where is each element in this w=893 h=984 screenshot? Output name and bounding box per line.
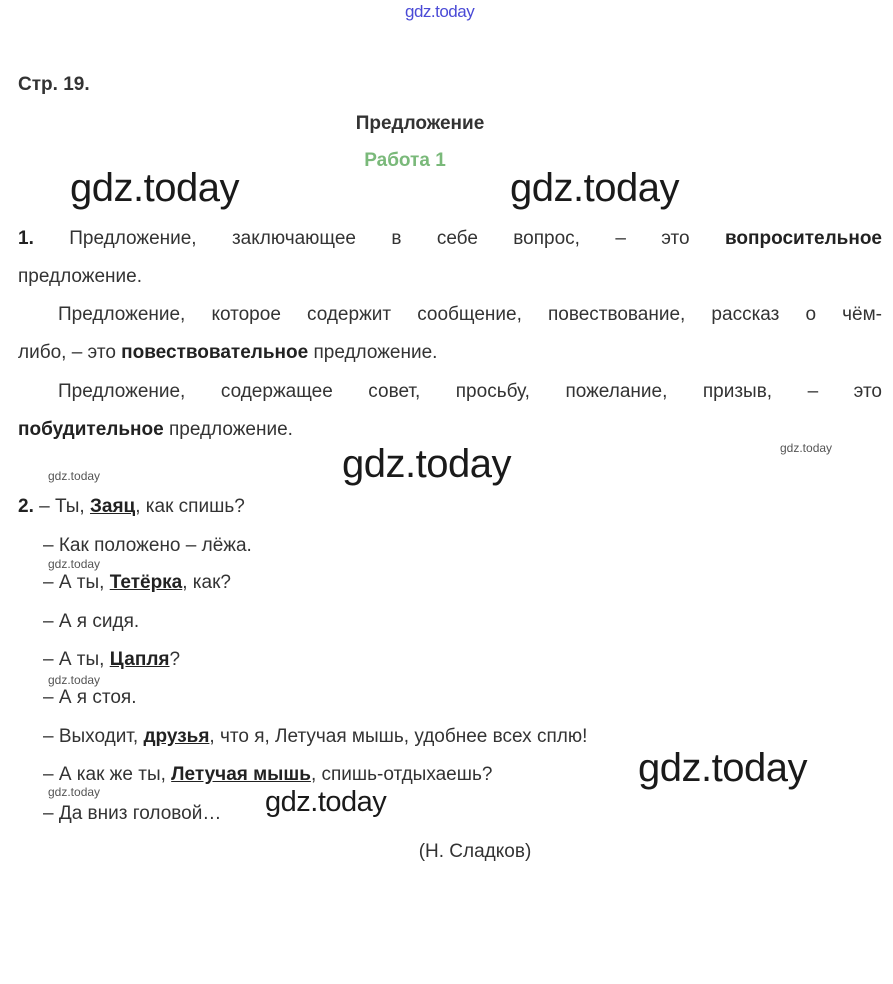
task1-p1-text: Предложение, заключающее в себе вопрос, – это — [69, 228, 690, 249]
watermark-small: gdz.today — [48, 469, 101, 483]
addressee-word: Тетёрка — [109, 572, 183, 593]
task1-p3-line1: Предложение, содержащее совет, просьбу, пожелание, призыв, – это — [58, 381, 882, 402]
task1-p1-term: вопросительное — [725, 228, 882, 249]
task1-p2-term: повествовательное — [121, 342, 309, 363]
watermark: gdz.today — [510, 166, 679, 210]
dialogue-line-7 — [43, 726, 587, 748]
task1-number: 1. — [18, 228, 34, 249]
line-text: – Выходит, — [43, 726, 139, 747]
task1-paragraph3 — [18, 373, 882, 449]
dialogue-line-4: – А я сидя. — [43, 611, 140, 632]
page-subtitle: Работа 1 — [364, 150, 446, 171]
watermark: gdz.today — [70, 166, 239, 210]
addressee-word: друзья — [143, 726, 210, 747]
watermark-small: gdz.today — [48, 557, 101, 571]
watermark-small: gdz.today — [48, 673, 101, 687]
dialogue-line-5 — [43, 649, 180, 671]
dialogue-line-9: – Да вниз головой… — [43, 803, 222, 824]
author-credit: (Н. Сладков) — [418, 841, 532, 862]
task1-p3-term: побудительное — [18, 419, 164, 440]
dialogue-line-2: – Как положено – лёжа. — [43, 535, 252, 556]
line-text: , что я, Летучая мышь, удобнее всех сплю! — [209, 726, 588, 747]
watermark: gdz.today — [638, 746, 807, 790]
task1-p2-start: либо, – это — [18, 342, 116, 363]
line-text: , как? — [182, 572, 231, 593]
task1-p2-line1: Предложение, которое содержит сообщение, повествование, рассказ о чём- — [58, 304, 882, 325]
task1-p2-end: предложение. — [313, 342, 438, 363]
task1-paragraph2 — [18, 296, 882, 372]
task2-number: 2. — [18, 496, 34, 517]
line-text: , как спишь? — [135, 496, 245, 517]
watermark: gdz.today — [342, 442, 511, 486]
dialogue-line-6: – А я стоя. — [43, 687, 137, 708]
dialogue-line-1 — [18, 496, 245, 518]
line-text: – А как же ты, — [43, 764, 166, 785]
line-text: ? — [169, 649, 181, 670]
page-number: Стр. 19. — [18, 74, 90, 95]
line-text: – А ты, — [43, 572, 105, 593]
watermark: gdz.today — [265, 786, 387, 818]
site-header-link[interactable]: gdz.today — [405, 2, 475, 21]
line-text: , спишь-отдыхаешь? — [310, 764, 493, 785]
page-title: Предложение — [355, 113, 485, 134]
dialogue-line-3 — [43, 572, 231, 594]
line-text: – А ты, — [43, 649, 105, 670]
addressee-word: Летучая мышь — [171, 764, 311, 785]
addressee-word: Цапля — [109, 649, 170, 670]
line-text: – Ты, — [39, 496, 85, 517]
addressee-word: Заяц — [89, 496, 136, 517]
watermark-small: gdz.today — [48, 785, 101, 799]
task1-paragraph1 — [18, 220, 882, 296]
watermark-small: gdz.today — [780, 441, 833, 455]
task1-p3-end: предложение. — [168, 419, 293, 440]
dialogue-line-8 — [43, 764, 492, 786]
task1-p1-end: предложение. — [18, 266, 142, 287]
